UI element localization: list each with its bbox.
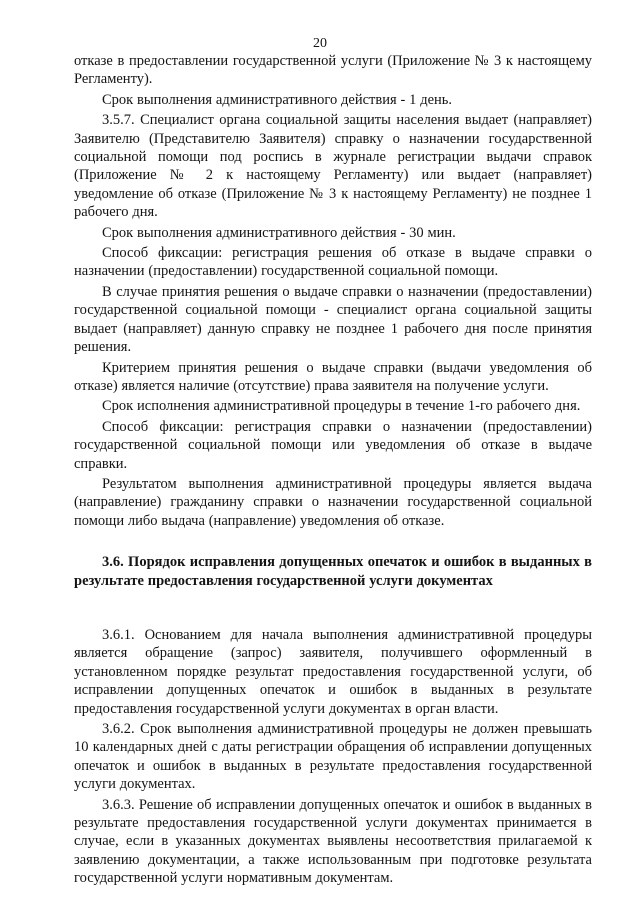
paragraph: отказе в предоставлении государственной услуги (Приложение № 3 к настоящему Регламенту). (74, 53, 592, 88)
paragraph: 3.6.3. Решение об исправлении допущенных опечаток и ошибок в выданных в результате предоставления государственной услуги документах принимается в случае, если в указанных документах выявлены несоответствия прилагаемой к заявлению документации, а также использованным при подготовке результата государственной услуги нормативным документам. (74, 796, 592, 887)
paragraph: 3.5.7. Специалист органа социальной защиты населения выдает (направляет) Заявителю (Представителю Заявителя) справку о назначении государственной социальной помощи под роспись в журнале регистрации выдачи справок (Приложение № 2 к настоящему Регламенту) или выдает (направляет) уведомление об отказе (Приложение № 3 к настоящему Регламенту) не позднее 1 рабочего дня. (74, 112, 592, 221)
document-body (74, 52, 592, 888)
paragraph: 3.6.1. Основанием для начала выполнения административной процедуры является обращение (запрос) заявителя, получившего оформленный в установленном порядке результат предоставления государственной услуги, об исправлении допущенных опечаток и ошибок в выданных в результате предоставления государственной услуги документах в орган власти. (74, 626, 592, 717)
section-heading: 3.6. Порядок исправления допущенных опечаток и ошибок в выданных в результате предоставления государственной услуги документах (74, 554, 592, 589)
paragraph: Результатом выполнения административной процедуры является выдача (направление) гражданину справки о назначении государственной социальной помощи либо выдача (направление) уведомления об отказе. (74, 475, 592, 529)
paragraph: Срок выполнения административного действия - 1 день. (102, 91, 453, 108)
paragraph: Критерием принятия решения о выдаче справки (выдачи уведомления об отказе) является наличие (отсутствие) права заявителя на получение услуги. (74, 359, 592, 394)
paragraph: Способ фиксации: регистрация справки о назначении (предоставлении) государственной социальной помощи или уведомления об отказе в выдаче справки. (74, 418, 592, 472)
paragraph: 3.6.2. Срок выполнения административной процедуры не должен превышать 10 календарных дней с даты регистрации обращения об исправлении допущенных опечаток и ошибок в выданных в результате предоставления государственной услуги документах. (74, 721, 592, 793)
paragraph: В случае принятия решения о выдаче справки о назначении (предоставлении) государственной социальной помощи - специалист органа социальной защиты выдает (направляет) данную справку не позднее 1 рабочего дня после принятия решения. (74, 283, 592, 356)
paragraph: Срок выполнения административного действия - 30 мин. (102, 224, 456, 241)
page-number: 20 (313, 36, 327, 51)
paragraph: Способ фиксации: регистрация решения об отказе в выдаче справки о назначении (предоставлении) государственной социальной помощи. (74, 245, 592, 280)
paragraph: Срок исполнения административной процедуры в течение 1-го рабочего дня. (102, 398, 581, 415)
